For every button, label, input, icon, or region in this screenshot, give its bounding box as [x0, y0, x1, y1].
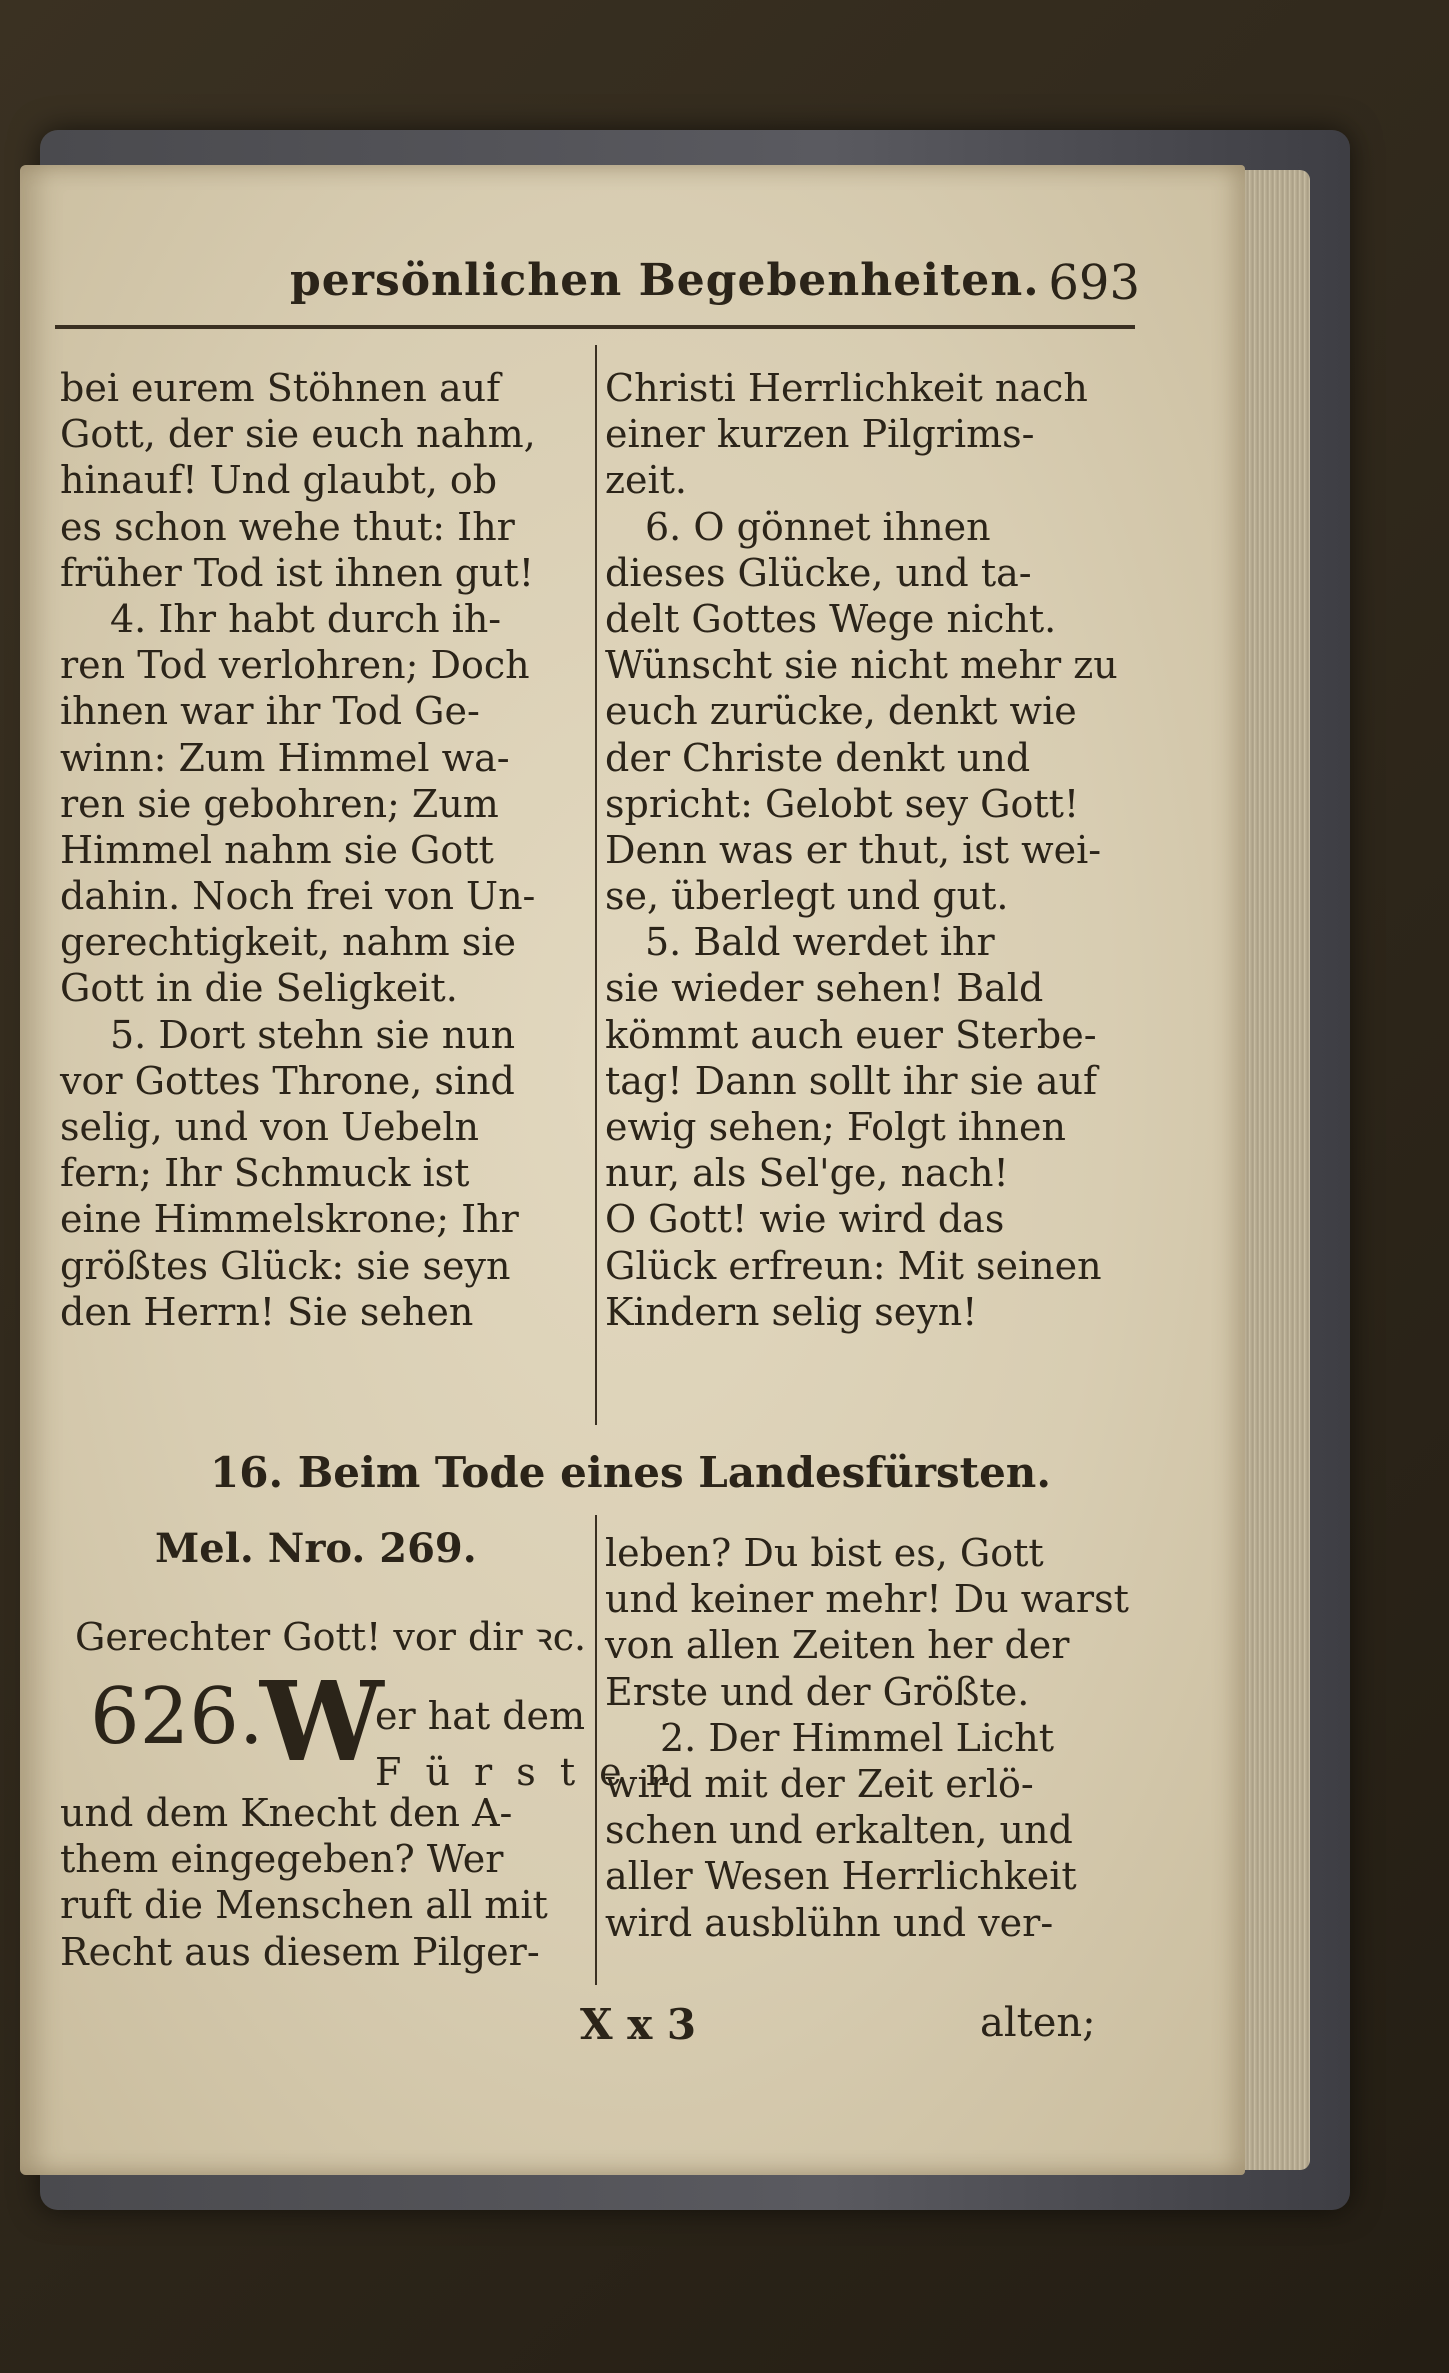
text-line: und dem Knecht den A-	[60, 1791, 513, 1835]
text-line: und keiner mehr! Du warst	[605, 1577, 1129, 1622]
text-line: hinauf! Und glaubt, ob	[60, 458, 498, 503]
text-line: Erste und der Größte.	[605, 1669, 1030, 1714]
text-line: winn: Zum Himmel wa-	[60, 735, 510, 780]
catchword: alten;	[980, 2000, 1096, 2046]
text-line: selig, und von Uebeln	[60, 1105, 479, 1149]
text-line: 5. Bald werdet ihr	[645, 920, 995, 965]
text-line: der Christe denkt und	[605, 735, 1031, 780]
text-line: den Herrn! Sie sehen	[60, 1289, 474, 1334]
text-line: gerechtigkeit, nahm sie	[60, 920, 516, 965]
text-line: tag! Dann sollt ihr sie auf	[605, 1058, 1098, 1103]
text-line: ren Tod verlohren; Doch	[60, 643, 530, 688]
text-line: nur, als Sel'ge, nach!	[605, 1151, 1009, 1196]
top-right-column	[605, 365, 1145, 1335]
text-line: dahin. Noch frei von Un-	[60, 874, 536, 919]
text-line: kömmt auch euer Sterbe-	[605, 1012, 1097, 1057]
text-line: Christi Herrlichkeit nach	[605, 366, 1088, 410]
text-line: er hat dem	[375, 1694, 586, 1738]
text-line: es schon wehe thut: Ihr	[60, 504, 515, 549]
text-line: Himmel nahm sie Gott	[60, 827, 494, 872]
hymn-number: 626.	[90, 1672, 264, 1762]
text-line: delt Gottes Wege nicht.	[605, 596, 1057, 641]
text-line: ihnen war ihr Tod Ge-	[60, 689, 480, 734]
text-line: Kindern selig seyn!	[605, 1289, 978, 1334]
text-line: ren sie gebohren; Zum	[60, 781, 499, 826]
bottom-right-column	[605, 1530, 1145, 1946]
text-line: Glück erfreun: Mit seinen	[605, 1243, 1102, 1288]
text-line: schen und erkalten, und	[605, 1808, 1073, 1853]
drop-cap: W	[260, 1657, 384, 1786]
text-line: von allen Zeiten her der	[605, 1623, 1070, 1668]
signature-mark: X x 3	[580, 2000, 697, 2049]
text-line: Gott, der sie euch nahm,	[60, 412, 536, 457]
text-line: se, überlegt und gut.	[605, 874, 1009, 919]
text-line: euch zurücke, denkt wie	[605, 689, 1077, 734]
text-line: eine Himmelskrone; Ihr	[60, 1197, 519, 1242]
text-line: spricht: Gelobt sey Gott!	[605, 781, 1080, 826]
text-line: früher Tod ist ihnen gut!	[60, 550, 535, 595]
text-line: zeit.	[605, 458, 688, 503]
text-line: Gott in die Seligkeit.	[60, 966, 458, 1011]
section-heading: 16. Beim Tode eines Landesfürsten.	[210, 1448, 1051, 1497]
text-line: O Gott! wie wird das	[605, 1197, 1005, 1242]
text-line: ewig sehen; Folgt ihnen	[605, 1105, 1066, 1149]
text-line: ruft die Menschen all mit	[60, 1883, 548, 1928]
text-line: vor Gottes Throne, sind	[60, 1058, 515, 1103]
bottom-left-column	[60, 1790, 590, 1975]
text-line: Wünscht sie nicht mehr zu	[605, 643, 1118, 688]
text-line: F ü r s t e n	[375, 1750, 677, 1794]
text-line: 4. Ihr habt durch ih-	[110, 596, 502, 641]
page-number: 693	[1048, 255, 1140, 311]
running-head	[290, 255, 1140, 315]
text-line: 5. Dort stehn sie nun	[110, 1012, 516, 1057]
text-line: wird mit der Zeit erlö-	[605, 1761, 1034, 1806]
top-left-column	[60, 365, 590, 1335]
text-line: 6. O gönnet ihnen	[645, 504, 991, 549]
text-line: them eingegeben? Wer	[60, 1837, 504, 1882]
text-line: Denn was er thut, ist wei-	[605, 827, 1102, 872]
melody-reference: Mel. Nro. 269.	[155, 1525, 477, 1572]
text-line: sie wieder sehen! Bald	[605, 966, 1044, 1011]
text-line: bei eurem Stöhnen auf	[60, 366, 501, 410]
text-line: einer kurzen Pilgrims-	[605, 412, 1035, 457]
header-rule	[55, 325, 1135, 329]
text-line: 2. Der Himmel Licht	[660, 1715, 1055, 1760]
melody-incipit: Gerechter Gott! vor dir ꝛc.	[75, 1615, 587, 1659]
text-line: fern; Ihr Schmuck ist	[60, 1151, 470, 1196]
text-line: leben? Du bist es, Gott	[605, 1531, 1044, 1575]
text-line: Recht aus diesem Pilger-	[60, 1929, 540, 1974]
text-line: dieses Glücke, und ta-	[605, 550, 1032, 595]
running-title: persönlichen Begebenheiten.	[290, 255, 1040, 306]
text-line: größtes Glück: sie seyn	[60, 1243, 511, 1288]
text-line: aller Wesen Herrlichkeit	[605, 1854, 1077, 1899]
text-line: wird ausblühn und ver-	[605, 1900, 1054, 1945]
column-divider-top	[595, 345, 597, 1425]
